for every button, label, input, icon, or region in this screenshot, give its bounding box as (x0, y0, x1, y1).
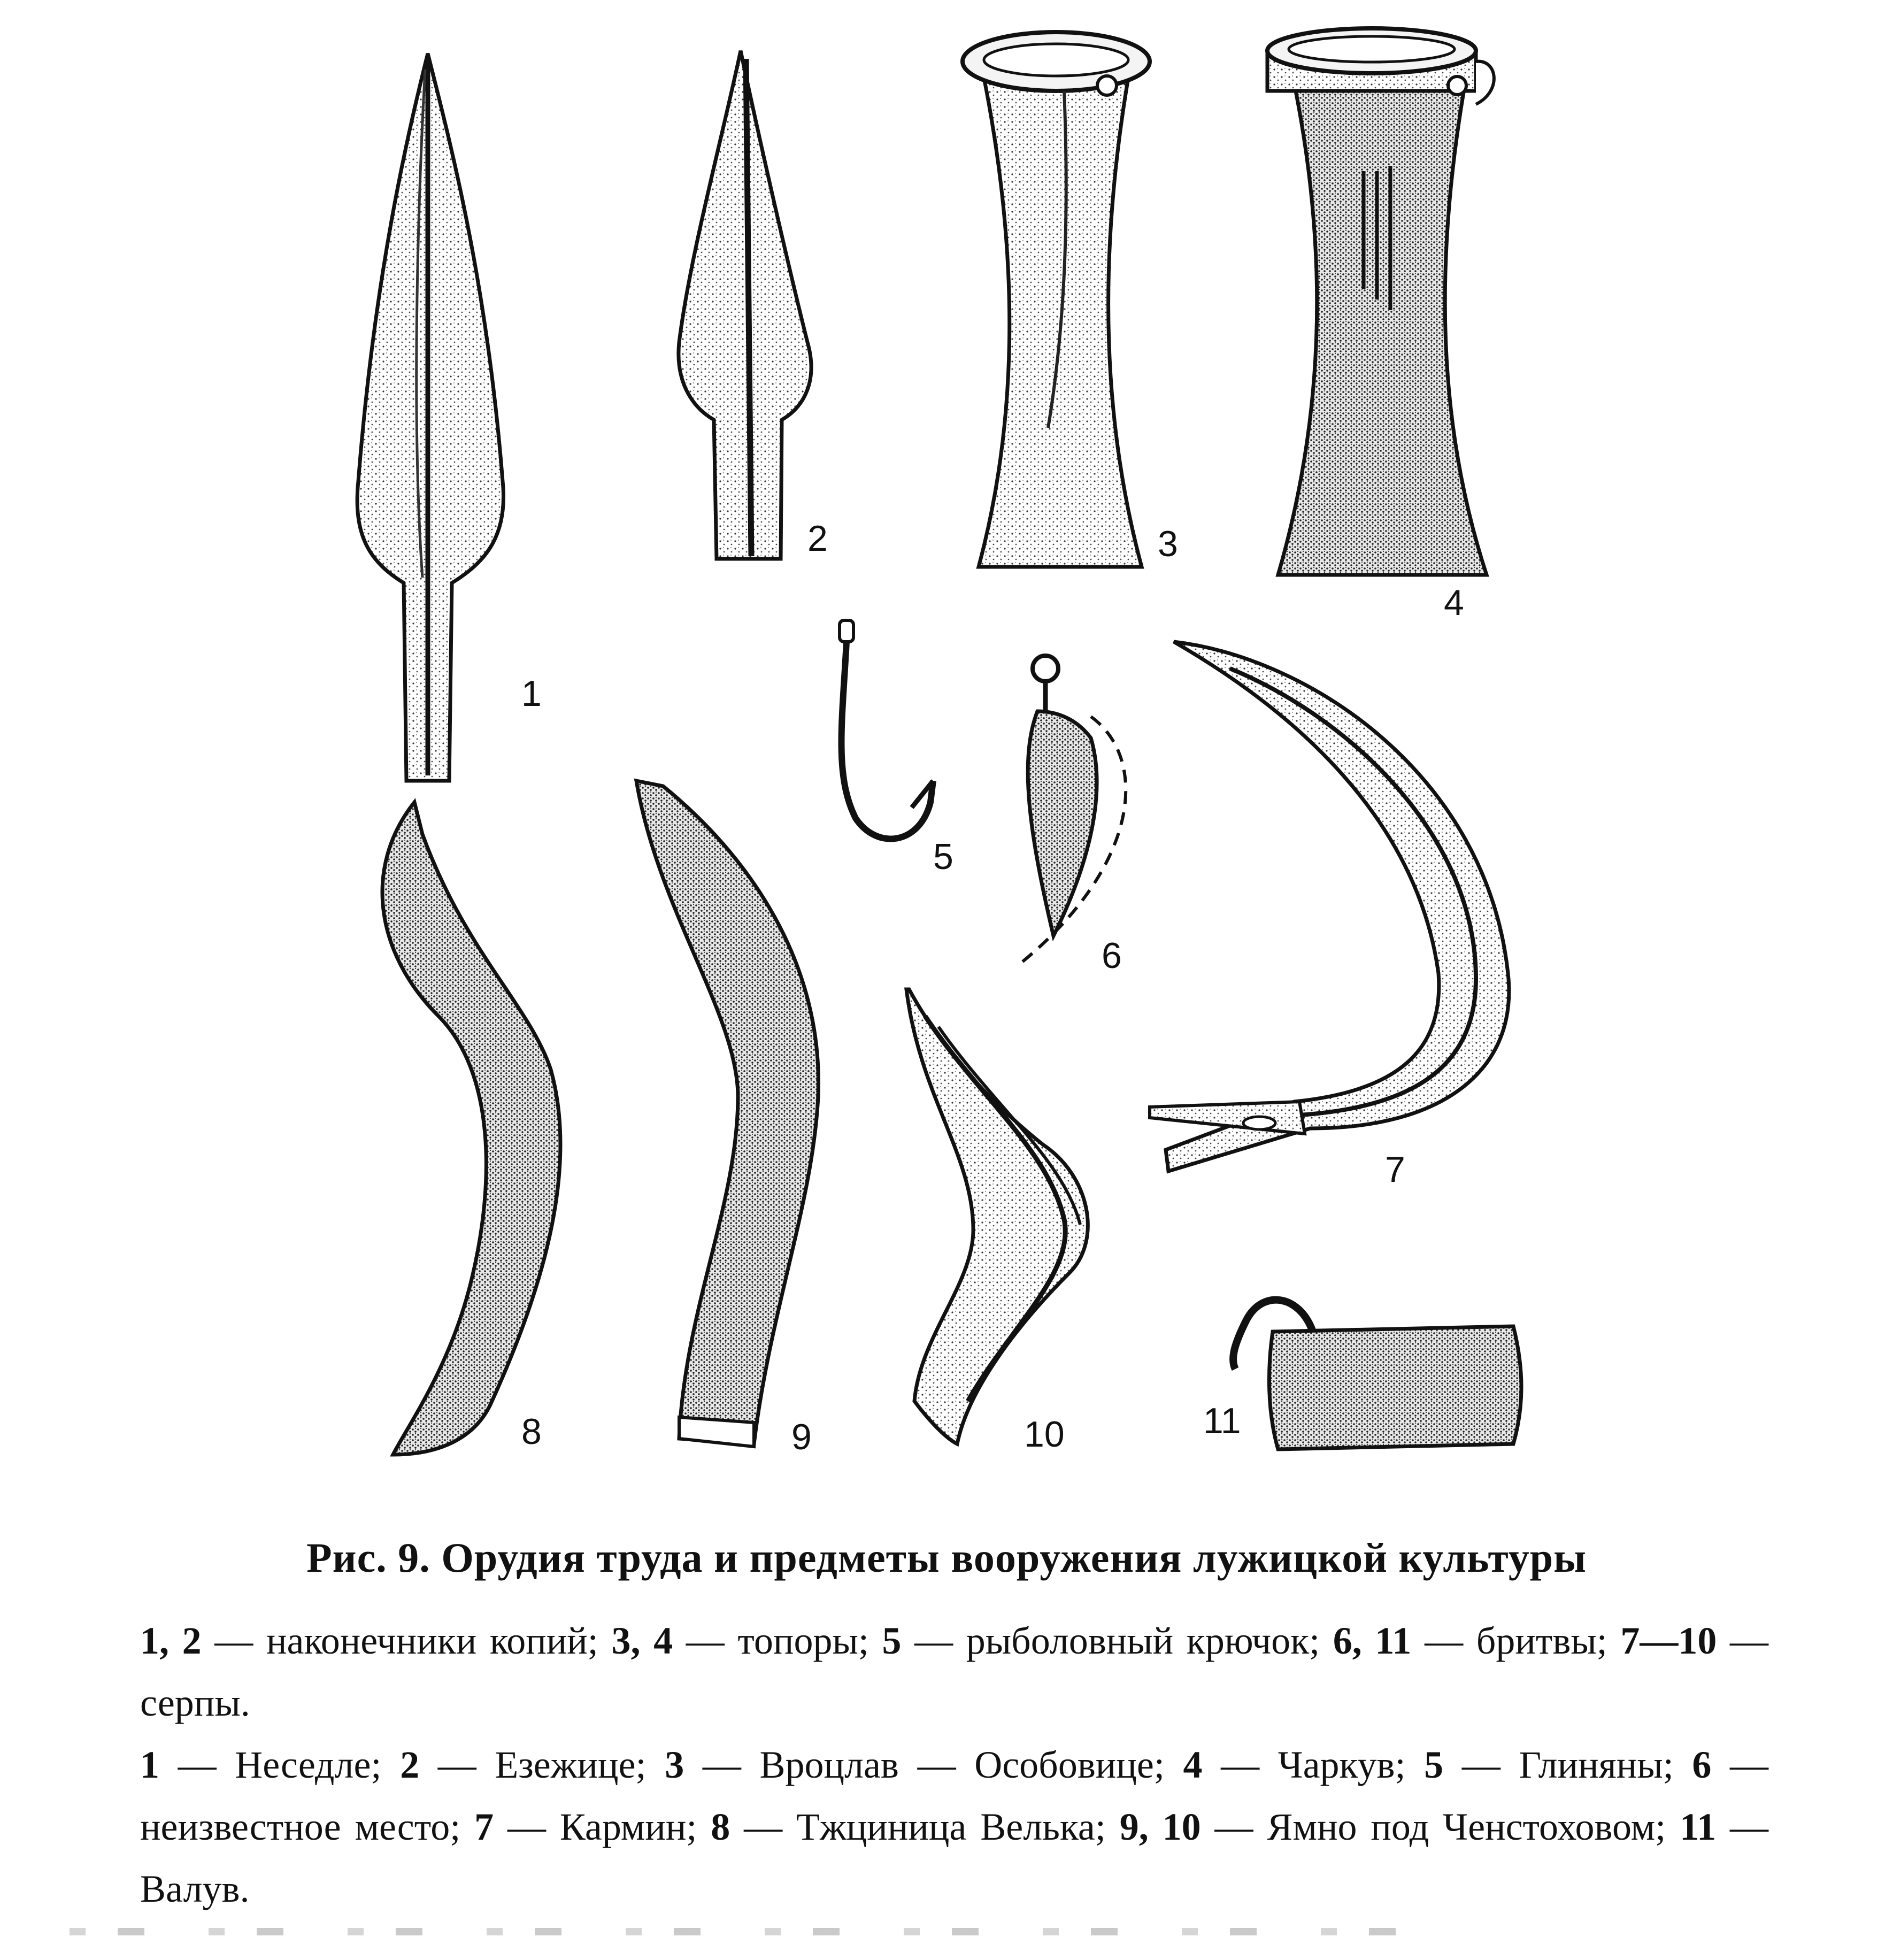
figure-number-3: 3 (1158, 524, 1178, 564)
figure-caption-title: Рис. 9. Орудия труда и предметы вооружения лужицкой культуры (306, 1534, 1587, 1581)
figure-number-11: 11 (1203, 1401, 1241, 1441)
legend-key: 1, 2 (140, 1619, 202, 1662)
scan-artifact-line (70, 1928, 1406, 1935)
legend-text: — Валув. (140, 1805, 1769, 1910)
legend-text: — Вроцлав — Особовице; (684, 1743, 1183, 1786)
figure-number-4: 4 (1444, 582, 1464, 623)
razor-11 (1233, 1300, 1521, 1449)
legend-text: — Чаркув; (1202, 1743, 1425, 1786)
legend-key: 8 (711, 1805, 730, 1848)
figure-number-2: 2 (807, 518, 828, 559)
figure-number-1: 1 (521, 673, 542, 714)
sickle-9 (636, 781, 819, 1447)
legend-key: 7—10 (1620, 1619, 1717, 1662)
figure-number-9: 9 (791, 1417, 812, 1457)
legend-text: — топоры; (673, 1619, 882, 1662)
legend-text: — Глиняны; (1443, 1743, 1692, 1786)
legend-key: 2 (400, 1743, 420, 1786)
legend-text: — Кармин; (494, 1805, 711, 1848)
legend-key: 5 (882, 1619, 902, 1662)
figure-legend-items (140, 1610, 1768, 1734)
legend-text: — Тжциница Велька; (730, 1805, 1120, 1848)
spearhead-2 (679, 51, 811, 559)
figure-number-10: 10 (1024, 1414, 1065, 1455)
sickle-10 (906, 989, 1088, 1444)
legend-key: 9, 10 (1119, 1805, 1201, 1848)
legend-text: — рыболовный крючок; (901, 1619, 1333, 1662)
spearhead-1 (357, 53, 503, 781)
figure-legend-places (140, 1734, 1768, 1920)
legend-key: 1 (140, 1743, 159, 1786)
sickle-8 (382, 802, 560, 1455)
fishing-hook-5 (840, 620, 933, 839)
legend-key: 11 (1680, 1805, 1717, 1848)
figure-number-5: 5 (933, 836, 953, 877)
sickle-7 (1150, 642, 1509, 1171)
legend-key: 3 (665, 1743, 684, 1786)
axe-4 (1267, 28, 1494, 575)
legend-key: 6, 11 (1333, 1619, 1412, 1662)
legend-key: 6 (1692, 1743, 1712, 1786)
axe-3 (963, 32, 1150, 567)
legend-key: 7 (474, 1805, 494, 1848)
legend-text: — серпы. (140, 1619, 1769, 1724)
legend-text: — бритвы; (1411, 1619, 1621, 1662)
legend-text: — Ямно под Ченстоховом; (1201, 1805, 1680, 1848)
legend-key: 4 (1183, 1743, 1203, 1786)
figure-number-6: 6 (1102, 935, 1122, 976)
legend-key: 3, 4 (611, 1619, 673, 1662)
figure-number-8: 8 (521, 1411, 542, 1452)
legend-text: — Езежице; (419, 1743, 665, 1786)
legend-text: — наконечники копий; (201, 1619, 612, 1662)
legend-key: 5 (1424, 1743, 1444, 1786)
legend-text: — Неседле; (159, 1743, 401, 1786)
figure-number-7: 7 (1385, 1149, 1405, 1190)
razor-6 (1021, 656, 1126, 963)
legend-text: — неизвестное место; (140, 1743, 1769, 1848)
